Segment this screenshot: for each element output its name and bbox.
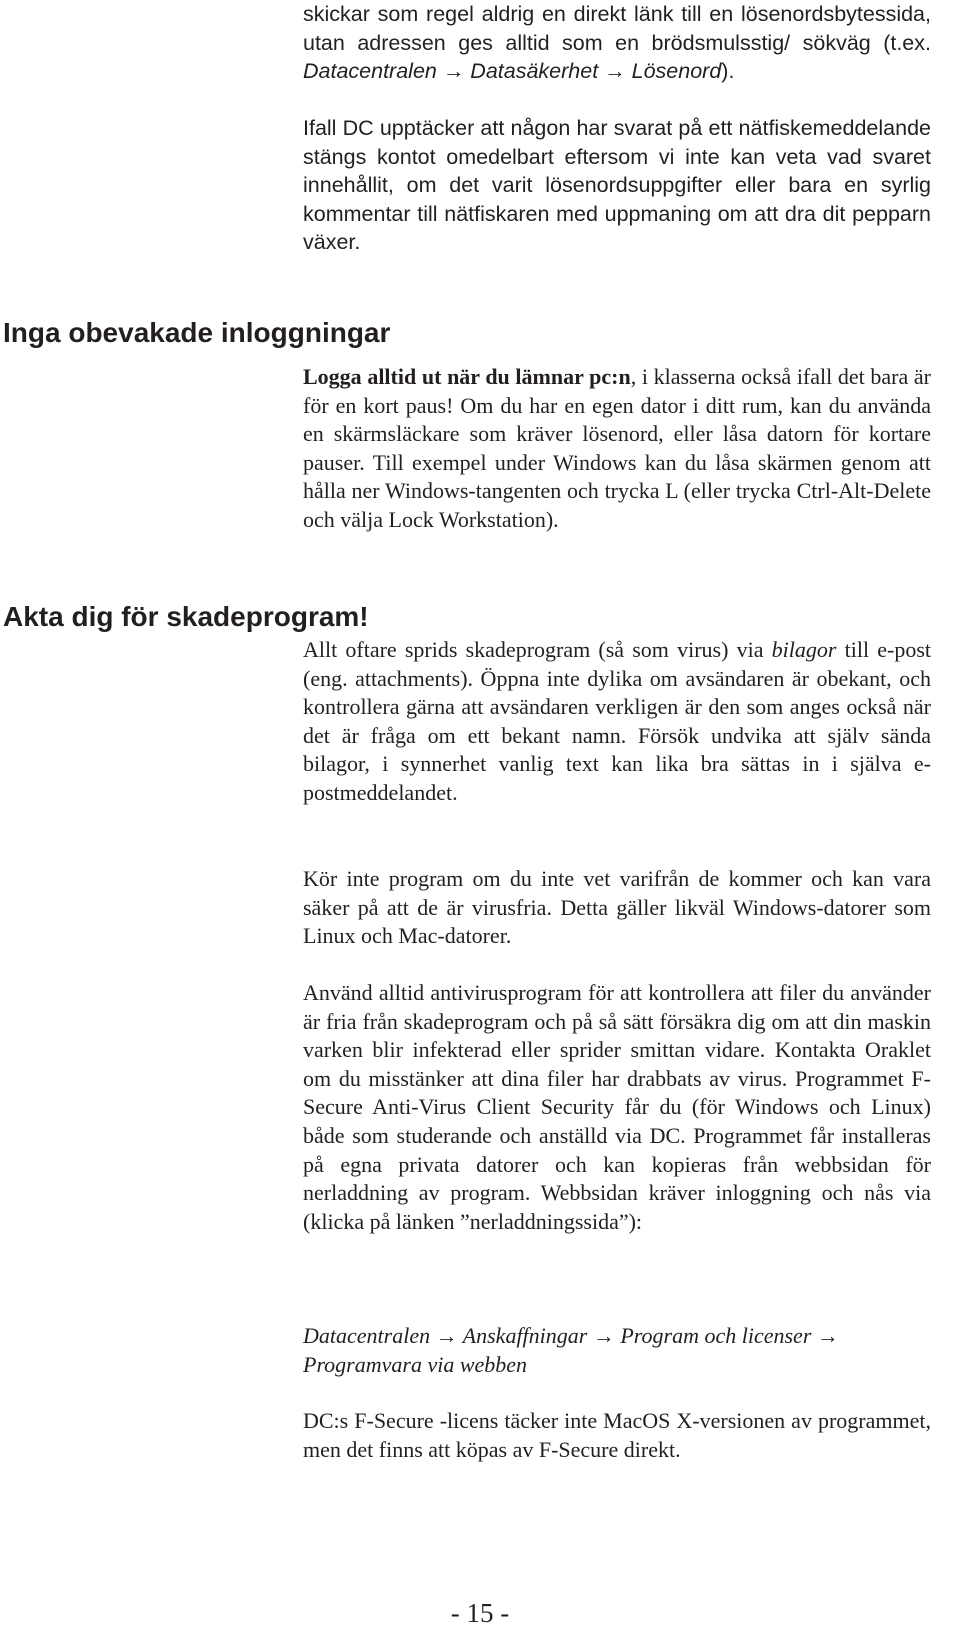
intro-text: skickar som regel aldrig en direkt länk till en lösenordsbytessida, utan adressen ges alltid som en brödsmulsstig/ sökväg (t.ex. (303, 2, 931, 55)
section-heading-malware: Akta dig för skadeprogram! (3, 601, 369, 632)
page-number: - 15 - (450, 1598, 510, 1628)
section2-paragraph-4 (303, 1322, 931, 1379)
license-note-text: DC:s F-Secure -licens täcker inte MacOS X-versionen av programmet, men det finns att köpas av F-Secure direkt. (303, 1408, 931, 1462)
section2-paragraph-3 (303, 979, 931, 1236)
run-programs-text: Kör inte program om du inte vet varifrån de kommer och kan vara säker på att de är virusfria. Detta gäller likväl Windows-datorer som Linux och Mac-datorer. (303, 866, 931, 949)
section1-text: , i klasserna också ifall det bara är för en kort paus! Om du har en egen dator i ditt rum, kan du använda en skärmsläckare som kräver lösenord, eller låsa datorn för kortare pauser. Till exempel under Windows kan du låsa skärmen genom att hålla ner Windows-tangenten och trycka L (eller trycka Ctrl-Alt-Delete och välja Lock Workstation). (303, 364, 932, 532)
attachments-term: bilagor (771, 637, 837, 662)
intro-paragraph-2 (303, 114, 931, 257)
section2-paragraph-5 (303, 1407, 931, 1464)
section2-paragraph-2 (303, 865, 931, 951)
intro-text-2: Ifall DC upptäcker att någon har svarat på ett nätfiskemeddelande stängs kontot omedelbart eftersom vi inte kan veta vad svaret innehållit, om det varit lösenordsuppgifter eller bara en syrlig kommentar till nätfiskaren med uppmaning om att dra dit pepparn växer. (303, 116, 931, 255)
section-heading-logins: Inga obevakade inloggningar (3, 317, 391, 348)
logout-emphasis: Logga alltid ut när du lämnar pc:n (303, 364, 631, 389)
intro-text-end: ). (721, 59, 735, 84)
download-breadcrumb-path: Datacentralen → Anskaffningar → Program och licenser → Programvara via webben (303, 1323, 839, 1377)
section1-paragraph (303, 363, 931, 535)
intro-paragraph-1 (303, 0, 931, 86)
breadcrumb-path: Datacentralen → Datasäkerhet → Lösenord (303, 59, 722, 84)
antivirus-text: Använd alltid antivirusprogram för att kontrollera att filer du använder är fria från skadeprogram och på så sätt försäkra dig om att din maskin varken blir infekterad eller sprider smittan vidare. Kontakta Oraklet om du misstänker att dina filer har drabbats av virus. Programmet F-Secure Anti-Virus Client Security får du (för Windows och Linux) både som studerande och anställd via DC. Programmet får installeras på egna privata datorer och kan kopieras från webbsidan för nerladdning av program. Webbsidan kräver inloggning och nås via (klicka på länken ”nerladdningssida”): (303, 980, 931, 1234)
section2-paragraph-1 (303, 636, 931, 808)
attachments-text-rest: till e-post (eng. attachments). Öppna inte dylika om avsändaren är obekant, och kontrollera gärna att avsändaren verkligen är den som anges också när det är fråga om ett bekant namn. Försök undvika att själv sända bilagor, i synnerhet vanlig text kan lika bra sättas in i själva e-postmeddelandet. (303, 637, 932, 805)
attachments-text: Allt oftare sprids skadeprogram (så som virus) via (303, 637, 772, 662)
